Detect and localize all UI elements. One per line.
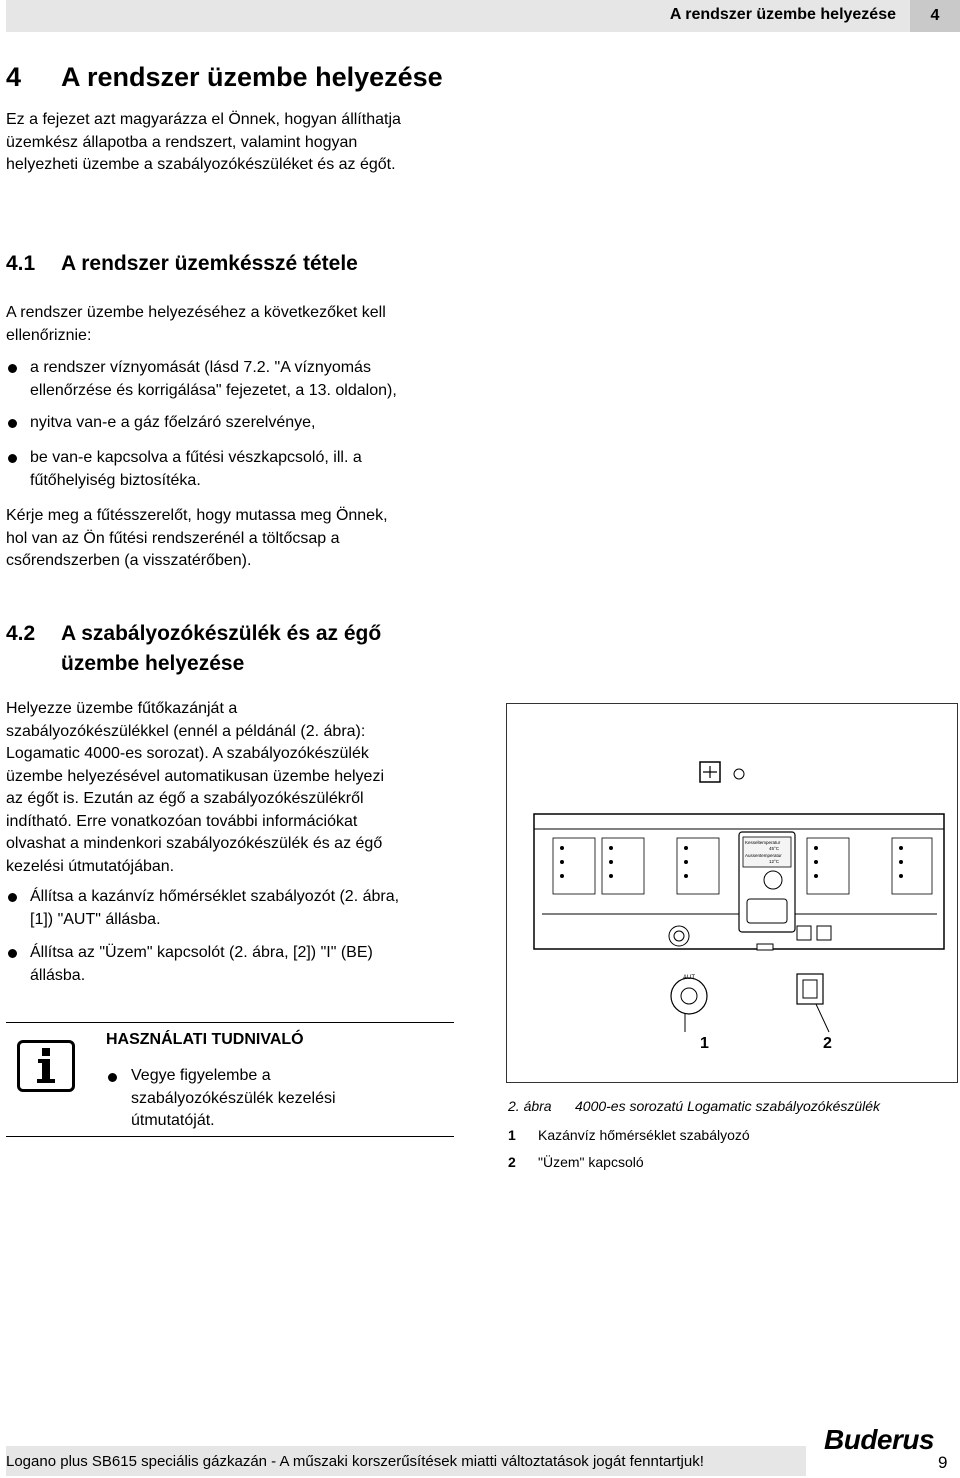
legend-text: "Üzem" kapcsoló <box>538 1154 644 1170</box>
bullet-line: be van-e kapcsolva a fűtési vészkapcsoló, ill. a <box>30 449 362 466</box>
callout-1: 1 <box>700 1035 709 1052</box>
para-line: Kérje meg a fűtésszerelőt, hogy mutassa meg Önnek, <box>6 507 388 524</box>
intro-line: Ez a fejezet azt magyarázza el Önnek, hogyan állíthatja <box>6 111 401 128</box>
legend-item <box>508 1154 644 1170</box>
legend-text: Kazánvíz hőmérséklet szabályozó <box>538 1127 750 1143</box>
bullet-line: szabályozókészülék kezelési <box>131 1089 336 1107</box>
bullet-icon <box>8 364 17 373</box>
bullet-line: állásba. <box>30 966 86 984</box>
para-line: Helyezze üzembe fűtőkazánját a <box>6 700 238 717</box>
bullet-icon <box>8 454 17 463</box>
bullet-line: Vegye figyelembe a <box>131 1067 271 1084</box>
bullet-line: fűtőhelyiség biztosítéka. <box>30 471 201 489</box>
bullet-item <box>30 412 315 435</box>
chapter-heading <box>6 62 443 93</box>
bullet-line: ellenőrzése és korrigálása" fejezetet, a 13. oldalon), <box>30 381 397 399</box>
para-line: üzembe helyezésével automatikusan üzembe helyezi <box>6 767 384 785</box>
page-number: 9 <box>938 1453 948 1472</box>
controller-illustration <box>507 704 957 1082</box>
buderus-logo: Buderus <box>824 1424 935 1455</box>
lead-line: A rendszer üzembe helyezéséhez a következőket kell <box>6 304 386 321</box>
bullet-line: a rendszer víznyomását (lásd 7.2. "A víznyomás <box>30 359 371 376</box>
header-title: A rendszer üzembe helyezése <box>669 6 896 23</box>
display-value-2: 12°C <box>769 859 780 864</box>
legend-number: 1 <box>508 1127 516 1143</box>
section-title-line: üzembe helyezése <box>61 652 245 675</box>
section-number: 4.2 <box>6 622 36 645</box>
section-4-2-heading <box>6 619 382 675</box>
para-line: Logamatic 4000-es sorozat). A szabályozókészülék <box>6 745 369 762</box>
display-value-1: 45°C <box>769 846 780 851</box>
intro-line: helyezheti üzembe a szabályozókészüléket és az égőt. <box>6 156 396 173</box>
bullet-line: Állítsa az "Üzem" kapcsolót (2. ábra, [2]) "I" (BE) <box>30 944 373 961</box>
bullet-icon <box>108 1073 117 1082</box>
legend-item <box>508 1127 750 1143</box>
section-title: A rendszer üzemkésszé tétele <box>61 252 358 275</box>
legend-number: 2 <box>508 1154 516 1170</box>
caption-number: 2. ábra <box>508 1098 552 1114</box>
section-4-2-paragraph <box>6 698 384 878</box>
section-4-1-paragraph <box>6 505 388 573</box>
section-title-line: A szabályozókészülék és az égő <box>61 622 382 645</box>
display-label-1: Kesseltemperatur <box>745 840 781 845</box>
para-line: szabályozókészülékkel (ennél a példánál (2. ábra): <box>6 722 366 740</box>
section-4-1-lead <box>6 302 386 347</box>
lead-line: ellenőriznie: <box>6 326 92 344</box>
para-line: kezelési útmutatójában. <box>6 857 175 875</box>
caption-text: 4000-es sorozatú Logamatic szabályozókészülék <box>575 1098 881 1114</box>
para-line: hol van az Ön fűtési rendszerénél a töltőcsap a <box>6 529 340 547</box>
intro-line: üzemkész állapotba a rendszert, valamint hogyan <box>6 133 358 151</box>
bullet-item <box>30 357 397 402</box>
intro-paragraph <box>6 109 401 177</box>
chapter-number: 4 <box>6 62 22 92</box>
para-line: indítható. Erre vonatkozóan további információkat <box>6 812 358 830</box>
footer-text: Logano plus SB615 speciális gázkazán - A műszaki korszerűsítések miatti változtatások jogát fenntartjuk! <box>6 1453 704 1470</box>
note-bottom-rule <box>6 1136 454 1137</box>
bullet-icon <box>8 419 17 428</box>
figure-caption <box>508 1098 881 1114</box>
bullet-line: Állítsa a kazánvíz hőmérséklet szabályozót (2. ábra, <box>30 888 400 905</box>
para-line: csőrendszerben (a visszatérőben). <box>6 552 252 569</box>
note-bullet-item <box>131 1065 336 1133</box>
info-icon <box>17 1040 75 1092</box>
knob-aut-label: AUT <box>683 975 695 981</box>
callout-2: 2 <box>823 1035 832 1052</box>
page-footer <box>6 1446 806 1476</box>
para-line: az égőt is. Ezután az égő a szabályozókészülékről <box>6 790 364 807</box>
bullet-line: útmutatóját. <box>131 1112 215 1129</box>
bullet-line: [1]) "AUT" állásba. <box>30 910 161 928</box>
note-title: HASZNÁLATI TUDNIVALÓ <box>106 1031 304 1048</box>
bullet-line: nyitva van-e a gáz főelzáró szerelvénye, <box>30 414 316 431</box>
chapter-title: A rendszer üzembe helyezése <box>61 62 443 92</box>
bullet-item <box>30 447 362 492</box>
bullet-icon <box>8 893 17 902</box>
bullet-item <box>30 886 399 931</box>
para-line: olvashat a mindenkori szabályozókészülék és az égő <box>6 835 383 852</box>
section-4-1-heading <box>6 249 358 279</box>
bullet-item <box>30 942 373 987</box>
note-top-rule <box>6 1022 454 1023</box>
header-chapter-number: 4 <box>910 0 960 32</box>
display-label-2: Aussentemperatur <box>745 853 782 858</box>
figure-frame <box>506 703 958 1083</box>
page-header <box>6 0 910 32</box>
section-number: 4.1 <box>6 252 36 275</box>
bullet-icon <box>8 949 17 958</box>
